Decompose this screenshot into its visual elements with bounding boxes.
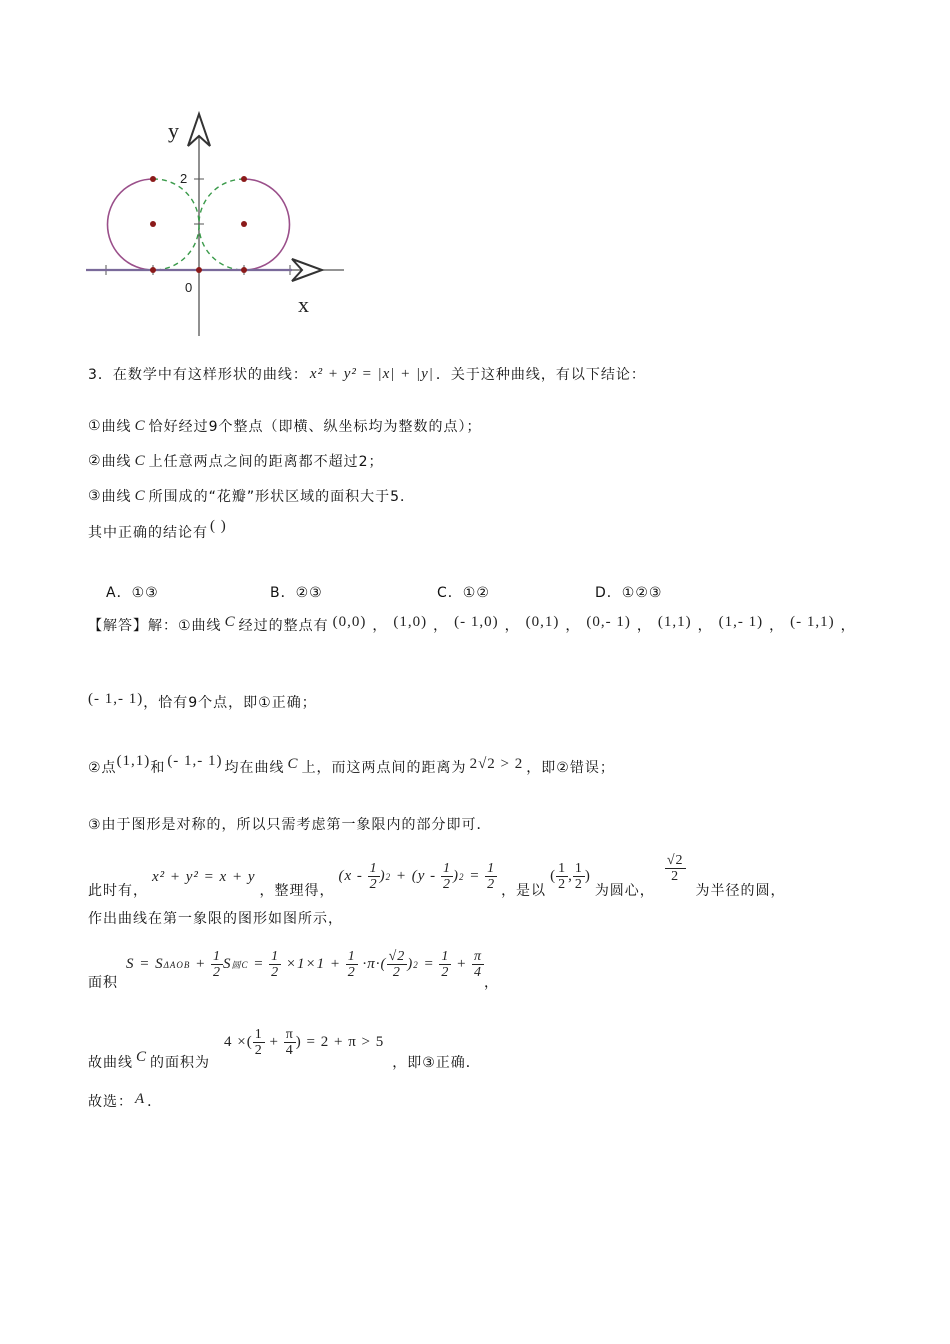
option-d[interactable]: D．①②③ xyxy=(595,585,663,601)
answer-line-1: 【解答】解：①曲线 C 经过的整点有 (0,0) ， (1,0) ， (- 1,0) ， (0,1) ， (0,- 1) ， (1,1) ， (1,- 1) ， (- 1,1) ， xyxy=(88,613,856,634)
lattice-point xyxy=(150,176,156,182)
y-axis-label: y xyxy=(168,118,179,143)
statement-1: ① 曲线 C 恰好经过9个整点（即横、纵坐标均为整数的点）； xyxy=(88,417,482,435)
statement-2: ② 曲线 C 上任意两点之间的距离都不超过2； xyxy=(88,452,384,470)
answer-line-6: 作出曲线在第一象限的图形如图所示， xyxy=(88,911,343,927)
answer-line-9: 故选： A ． xyxy=(88,1090,163,1110)
circle-center: ( $\frac{1}{2}$ , $\frac{1}{2}$ ) xyxy=(550,861,591,892)
origin-label: 0 xyxy=(185,280,193,295)
question-number: 3． xyxy=(88,367,113,383)
total-area-formula: 4 ×( $\frac{1}{2}$ + $\frac{\pi}{4}$ ) = 2 + π > 5 xyxy=(224,1027,385,1058)
curve-figure xyxy=(82,108,352,343)
lattice-point xyxy=(241,221,247,227)
answer-line-2: (- 1,- 1) ，恰有9个点，即①正确； xyxy=(88,690,317,711)
option-b[interactable]: B．②③ xyxy=(270,585,323,601)
lattice-point xyxy=(241,176,247,182)
point: (1,1) xyxy=(657,613,692,630)
circle-radius: $\frac{√2}{2}$ xyxy=(666,853,684,884)
point: (1,- 1) xyxy=(718,613,764,630)
statement-3: ③ 曲线 C 所围成的“花瓣”形状区域的面积大于5． xyxy=(88,487,415,505)
question-equation: x² + y² = |x| + |y| xyxy=(309,365,434,382)
circle-equation: (x - $\frac{1}{2}$ ) 2 + (y - $\frac{1}{2}$ ) 2 = $\frac{1}{2}$ xyxy=(338,861,496,892)
answer-line-5: 此时有， x² + y² = x + y ，整理得， (x - $\frac{1}{2}$ ) 2 + (y - $\frac{1}{2}$ ) 2 = $\frac{1}{2}$ ，是以 ( $\frac{1}{2}$ , $\frac{1}{2}$ ) 为圆心， $\frac{√2}{2}$ 为半径的圆， xyxy=(88,853,786,899)
point: (0,1) xyxy=(525,613,560,630)
answer-line-3: ②点 (1,1) 和 (- 1,- 1) 均在曲线 C 上，而这两点间的距离为 2√2 > 2 ，即②错误； xyxy=(88,752,615,776)
point: (1,0) xyxy=(393,613,428,630)
lattice-point xyxy=(196,267,202,273)
tick-label-2: 2 xyxy=(180,171,188,186)
point: (- 1,1) xyxy=(790,613,835,630)
area-formula: S = S ΔAOB + $\frac{1}{2}$ S 圆C = $\frac{1}{2}$ ×1×1 + $\frac{1}{2}$ ·π·( $\frac{√2}{2}$ ) 2 = $\frac{1}{2}$ + $\frac{\pi}{4}$ xyxy=(126,949,483,980)
question-intro: 在数学中有这样形状的曲线： xyxy=(112,367,308,383)
option-c[interactable]: C．①② xyxy=(437,585,490,601)
point: (0,- 1) xyxy=(586,613,631,630)
question-intro-tail: ．关于这种曲线，有以下结论： xyxy=(435,367,646,383)
point: (- 1,0) xyxy=(454,613,499,630)
lattice-point xyxy=(150,267,156,273)
option-a[interactable]: A．①③ xyxy=(106,585,159,601)
point: (0,0) xyxy=(332,613,367,630)
question-line xyxy=(88,364,646,384)
answer-line-8: 故曲线 C 的面积为 4 ×( $\frac{1}{2}$ + $\frac{\pi}{4}$ ) = 2 + π > 5 ，即③正确． xyxy=(88,1027,481,1071)
answer-line-7: 面积 S = S ΔAOB + $\frac{1}{2}$ S 圆C = $\frac{1}{2}$ ×1×1 + $\frac{1}{2}$ ·π·( $\frac{√2}{2}$ ) 2 = $\frac{1}{2}$ + $\frac{\pi}{4}$ ， xyxy=(88,949,500,991)
question-prompt: 其中正确的结论有 ( ) xyxy=(88,517,227,541)
answer-line-4: ③由于图形是对称的，所以只需考虑第一象限内的部分即可． xyxy=(88,817,492,833)
lattice-point xyxy=(241,267,247,273)
lattice-point xyxy=(150,221,156,227)
x-axis-label: x xyxy=(298,292,309,317)
answer-blank: ( ) xyxy=(210,517,227,534)
